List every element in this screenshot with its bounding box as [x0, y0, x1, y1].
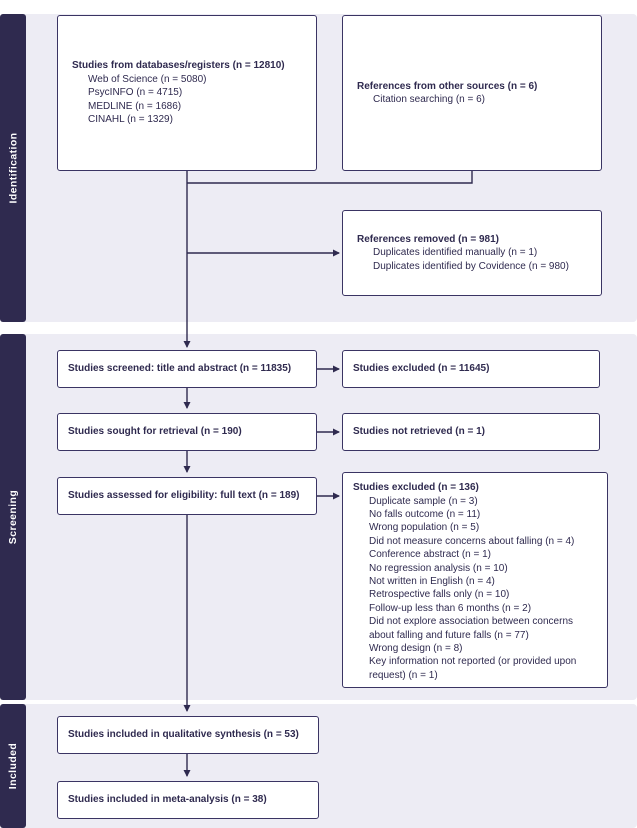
box-eligibility: [57, 477, 317, 515]
list-item: Citation searching (n = 6): [373, 94, 486, 106]
list-item: Conference abstract (n = 1): [369, 549, 492, 561]
box-eligibility-title: Studies assessed for eligibility: full text (n = 189): [68, 490, 300, 502]
list-item: Not written in English (n = 4): [369, 576, 495, 588]
box-excluded-fulltext-title: Studies excluded (n = 136): [353, 482, 479, 493]
box-sought-title: Studies sought for retrieval (n = 190): [68, 426, 242, 438]
box-other-sources-title: References from other sources (n = 6): [357, 80, 538, 92]
box-databases: [57, 15, 317, 171]
list-item: PsycINFO (n = 4715): [88, 87, 183, 99]
list-item: Wrong population (n = 5): [369, 522, 480, 534]
box-databases-title: Studies from databases/registers (n = 12810): [72, 60, 285, 72]
list-item: Duplicates identified by Covidence (n = 980): [373, 260, 569, 272]
list-item: No regression analysis (n = 10): [369, 562, 508, 574]
list-item: Did not measure concerns about falling (n = 4): [369, 535, 575, 547]
list-item: Duplicate sample (n = 3): [369, 495, 478, 507]
list-item: Follow-up less than 6 months (n = 2): [369, 602, 532, 614]
box-excluded-fulltext: [342, 472, 608, 688]
stage-bar-included: [0, 704, 26, 828]
box-screened-title: Studies screened: title and abstract (n = 11835): [68, 363, 292, 375]
stage-label-screening: Screening: [7, 489, 19, 545]
list-item: Key information not reported (or provided upon request) (n = 1): [369, 656, 577, 681]
box-other-sources: [342, 15, 602, 171]
list-item: MEDLINE (n = 1686): [88, 100, 182, 112]
stage-label-included: Included: [7, 742, 19, 790]
arrow-othersources-merge: [187, 171, 472, 183]
list-item: Wrong design (n = 8): [369, 643, 463, 655]
box-excluded-screening-title: Studies excluded (n = 11645): [353, 363, 490, 375]
box-not-retrieved: [342, 413, 600, 451]
box-qualitative-synthesis-title: Studies included in qualitative synthesis (n = 53): [68, 729, 299, 741]
stage-bar-screening: [0, 334, 26, 700]
list-item: Retrospective falls only (n = 10): [369, 589, 510, 601]
box-qualitative-synthesis: [57, 716, 319, 754]
box-excluded-screening: [342, 350, 600, 388]
box-not-retrieved-title: Studies not retrieved (n = 1): [353, 426, 485, 438]
stage-bar-identification: [0, 14, 26, 322]
list-item: CINAHL (n = 1329): [88, 114, 173, 126]
list-item: Duplicates identified manually (n = 1): [373, 247, 538, 259]
list-item: Web of Science (n = 5080): [88, 73, 207, 85]
box-meta-analysis: [57, 781, 319, 819]
stage-label-identification: Identification: [7, 132, 19, 204]
list-item: Did not explore association between concerns about falling and future falls (n = 77): [369, 616, 574, 641]
box-references-removed-title: References removed (n = 981): [357, 233, 500, 245]
box-sought: [57, 413, 317, 451]
box-screened: [57, 350, 317, 388]
list-item: No falls outcome (n = 11): [369, 509, 481, 520]
box-references-removed: [342, 210, 602, 296]
box-meta-analysis-title: Studies included in meta-analysis (n = 38): [68, 794, 267, 806]
